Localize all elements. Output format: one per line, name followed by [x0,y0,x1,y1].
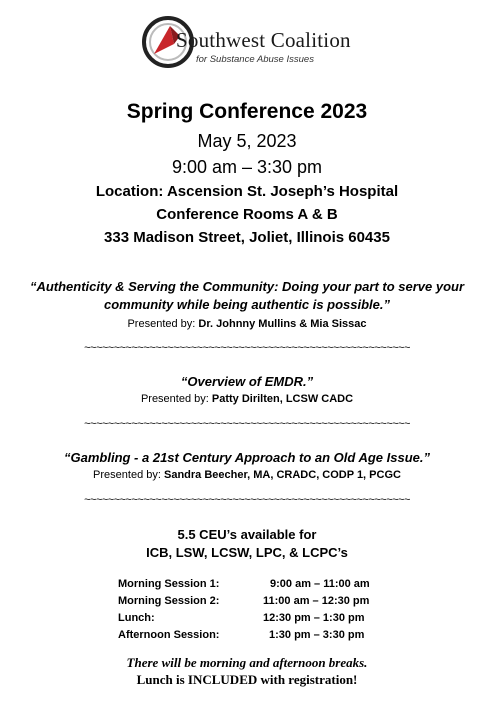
schedule-row [118,595,418,612]
lunch-note: Lunch is INCLUDED with registration! [136,672,358,687]
schedule-label: Afternoon Session: [118,629,220,641]
session-1-title-line-2: community while being authentic is possible.” [103,297,391,312]
schedule-time: 12:30 pm – 1:30 pm [263,612,365,624]
presented-by-label: Presented by: [140,393,209,405]
session-1-presenter [0,318,494,330]
session-1-title [0,278,494,314]
divider: ~~~~~~~~~~~~~~~~~~~~~~~~~~~~~~~~~~~~~~~~~~~~~~~~~~~~~~~ [84,494,410,506]
schedule-time: 9:00 am – 11:00 am [270,578,370,590]
event-location: Location: Ascension St. Joseph’s Hospital [95,183,399,200]
schedule-time: 11:00 am – 12:30 pm [263,595,370,607]
schedule-row [118,578,418,595]
organization-name: Southwest Coalition [176,28,351,52]
event-title: Spring Conference 2023 [126,100,368,123]
session-1-presenters: Dr. Johnny Mullins & Mia Sissac [198,318,367,330]
event-rooms: Conference Rooms A & B [156,206,338,223]
schedule-row [118,629,418,646]
breaks-note: There will be morning and afternoon breaks. [126,655,368,670]
session-3-title: “Gambling - a 21st Century Approach to an Old Age Issue.” [64,450,430,465]
event-time: 9:00 am – 3:30 pm [171,157,323,177]
divider: ~~~~~~~~~~~~~~~~~~~~~~~~~~~~~~~~~~~~~~~~~~~~~~~~~~~~~~~ [84,418,410,430]
session-1-title-line-1: “Authenticity & Serving the Community: Doing your part to serve your [29,279,465,294]
session-2-title: “Overview of EMDR.” [180,374,314,389]
session-2-presenter [0,393,494,405]
session-3-presenters: Sandra Beecher, MA, CRADC, CODP 1, PCGC [163,469,401,481]
schedule-label: Morning Session 1: [118,578,220,590]
presented-by-label: Presented by: [93,469,161,481]
presented-by-label: Presented by: [127,318,196,330]
event-date: May 5, 2023 [197,131,297,151]
schedule-label: Lunch: [118,612,155,624]
schedule-time: 1:30 pm – 3:30 pm [269,629,365,641]
divider: ~~~~~~~~~~~~~~~~~~~~~~~~~~~~~~~~~~~~~~~~~~~~~~~~~~~~~~~ [84,342,410,354]
ceu-availability: 5.5 CEU’s available for [177,527,317,542]
event-address: 333 Madison Street, Joliet, Illinois 60435 [104,229,390,246]
ceu-licenses: ICB, LSW, LCSW, LPC, & LCPC’s [146,545,348,560]
schedule-row [118,612,418,629]
organization-logo [0,14,494,74]
organization-tagline: for Substance Abuse Issues [196,54,314,65]
session-3-presenter [0,469,494,481]
schedule-table [118,578,418,646]
session-2-presenters: Patty Dirilten, LCSW CADC [211,393,354,405]
schedule-label: Morning Session 2: [118,595,220,607]
